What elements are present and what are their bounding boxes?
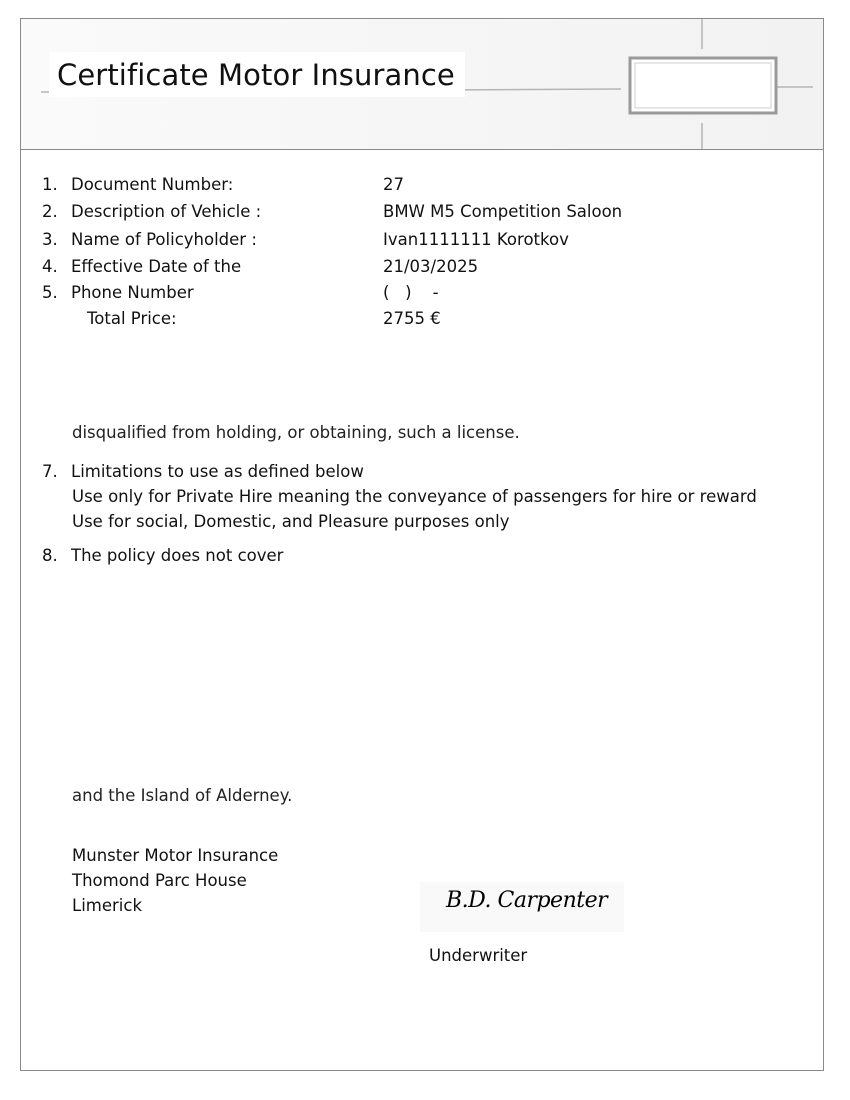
insurer-city: Limerick <box>72 896 142 915</box>
clipped-text-line <box>70 423 520 446</box>
field-number: 4. <box>42 257 58 276</box>
section-number: 7. <box>42 462 58 481</box>
insurer-address: Thomond Parc House <box>72 871 247 890</box>
document-title: Certificate Motor Insurance <box>49 52 465 97</box>
underwriter-label: Underwriter <box>429 946 528 965</box>
field-value: 21/03/2025 <box>383 257 479 276</box>
field-label: Description of Vehicle : <box>71 202 262 221</box>
page-edge-gap <box>824 965 850 1065</box>
field-label: Document Number: <box>71 175 234 194</box>
section-7-line-2: Use for social, Domestic, and Pleasure purposes only <box>72 512 510 531</box>
section-number: 8. <box>42 546 58 565</box>
total-price-value: 2755 € <box>383 309 441 328</box>
clipped-text-line <box>70 786 310 808</box>
clipped-text: and the Island of Alderney. <box>72 786 293 805</box>
total-price-label: Total Price: <box>87 309 177 328</box>
field-label: Effective Date of the <box>71 257 242 276</box>
field-label: Name of Policyholder : <box>71 230 257 249</box>
certificate-header <box>21 19 823 150</box>
field-value: Ivan1111111 Korotkov <box>383 230 569 249</box>
underwriter-signature: B.D. Carpenter <box>446 888 608 913</box>
field-number: 3. <box>42 230 58 249</box>
field-value: 27 <box>383 175 404 194</box>
section-title: Limitations to use as defined below <box>71 462 364 481</box>
section-7-line-1: Use only for Private Hire meaning the conveyance of passengers for hire or reward <box>72 487 757 506</box>
field-value: BMW M5 Competition Saloon <box>383 202 623 221</box>
clipped-text: disqualified from holding, or obtaining, such a license. <box>72 423 520 442</box>
insurer-name: Munster Motor Insurance <box>72 846 279 865</box>
field-number: 5. <box>42 283 58 302</box>
field-number: 1. <box>42 175 58 194</box>
field-value: ( ) - <box>383 283 439 302</box>
section-title: The policy does not cover <box>71 546 284 565</box>
field-number: 2. <box>42 202 58 221</box>
field-label: Phone Number <box>71 283 194 302</box>
